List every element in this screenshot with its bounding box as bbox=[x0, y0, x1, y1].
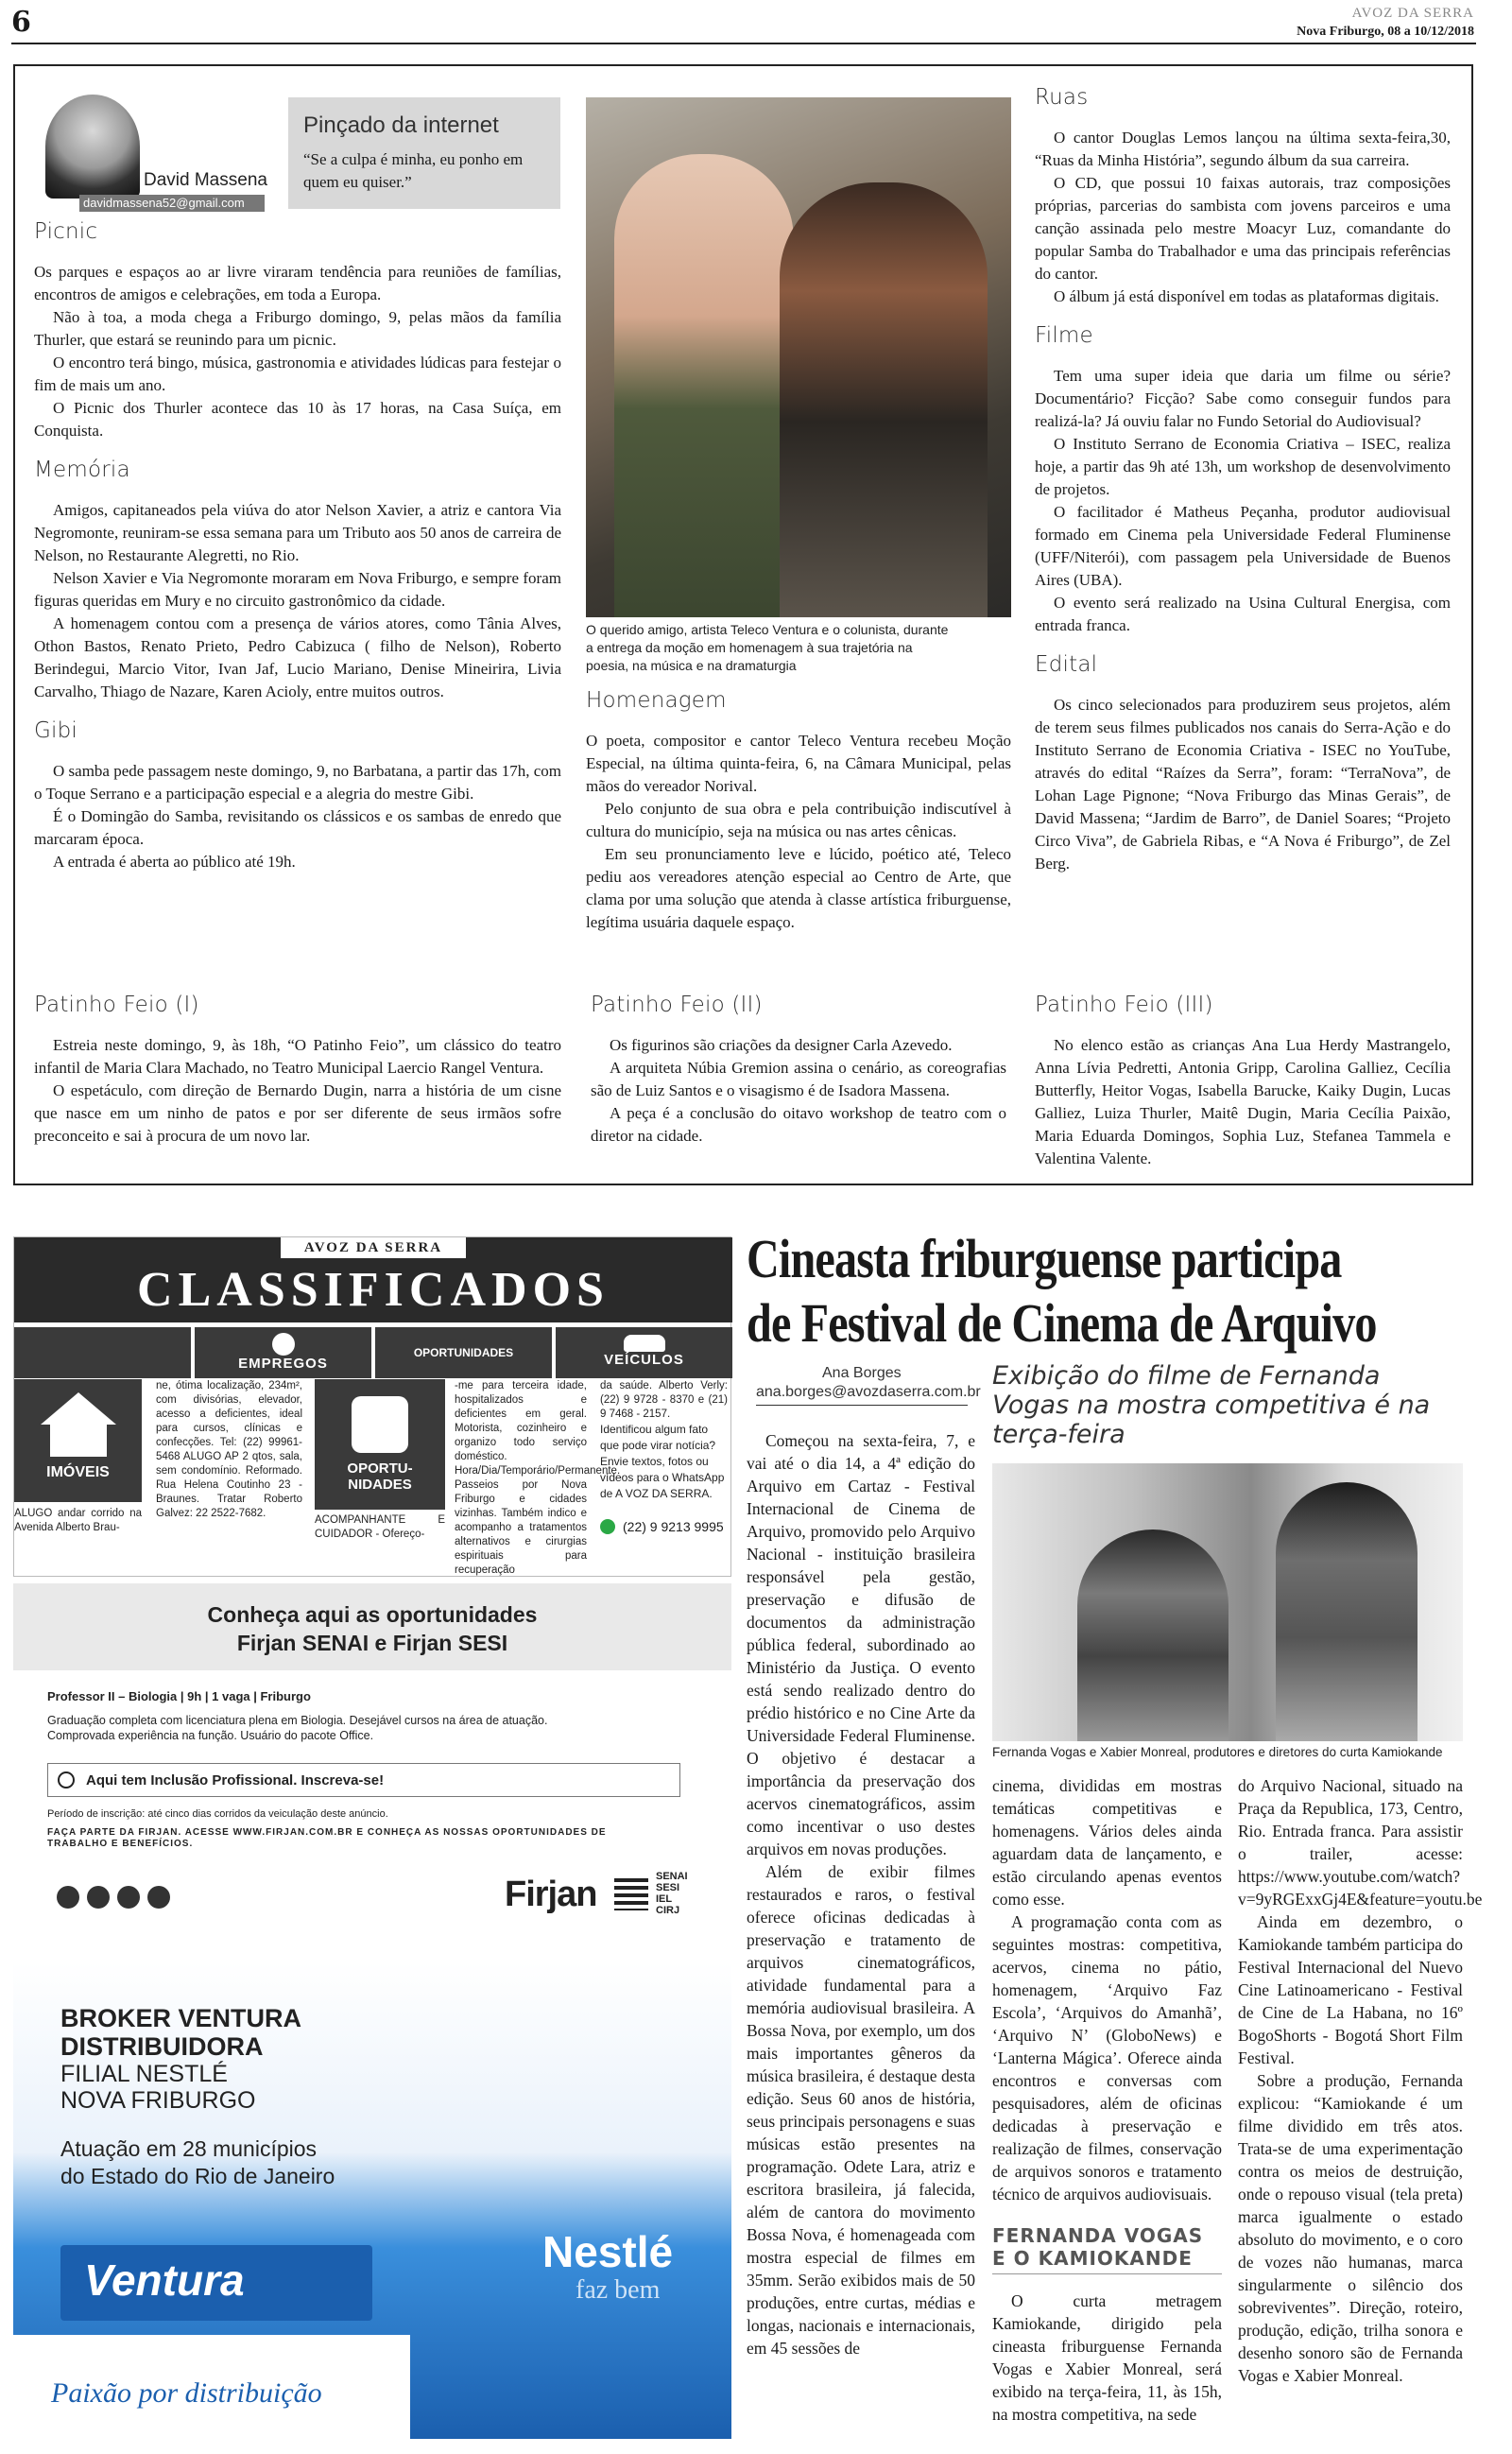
left-column bbox=[34, 219, 561, 873]
patinho-1 bbox=[34, 983, 561, 1148]
homenagem-photo-caption: O querido amigo, artista Teleco Ventura e o colunista, durante a entrega da moção em homenagem à sua trajetória na poesia, na música e na dramaturgia bbox=[586, 622, 949, 673]
pincado-box bbox=[288, 97, 560, 209]
ruas-title: Ruas bbox=[1035, 85, 1089, 110]
social-icons bbox=[57, 1886, 170, 1909]
filme-p1: Tem uma super ideia que daria um filme ou série? Documentário? Ficção? Sabe como conseguir fundos para realizá-la? Já ouviu falar no Fundo Setorial do Audiovisual? bbox=[1035, 367, 1451, 430]
category-empregos[interactable] bbox=[195, 1327, 371, 1378]
ruas-p2: O CD, que possui 10 faixas autorais, traz composições próprias, parcerias do sambista com jovens parceiros e uma canção assinada pelo mestre Moacyr Luz, comandante do popular Samba do Trabalhador e uma das principais referências do cantor. bbox=[1035, 174, 1451, 283]
firjan-inclusion: Aqui tem Inclusão Profissional. Inscreva-se! bbox=[86, 1771, 385, 1789]
homenagem-p3: Em seu pronunciamento leve e lúcido, poético até, Teleco pediu aos vereadores atenção especial ao Centro de Arte, que clama por uma solução que atenda à classe artística friburguense, legítima usuária daquele espaço. bbox=[586, 845, 1011, 931]
pincado-quote: “Se a culpa é minha, eu ponho em quem eu quiser.” bbox=[303, 150, 524, 191]
gibi-title: Gibi bbox=[34, 718, 78, 743]
patinho-3 bbox=[1035, 983, 1451, 1170]
firjan-headline-1: Conheça aqui as oportunidades bbox=[207, 1602, 538, 1627]
article-col1 bbox=[747, 1429, 975, 2359]
logo-cirj: CIRJ bbox=[656, 1905, 680, 1916]
article-headline-1: Cineasta friburguense participa bbox=[747, 1228, 1342, 1289]
oportunidades-box bbox=[315, 1379, 445, 1510]
homenagem-photo bbox=[586, 97, 1011, 617]
patinho-2 bbox=[591, 983, 1006, 1148]
ventura-line2: DISTRIBUIDORA bbox=[60, 2032, 264, 2061]
middle-column bbox=[586, 681, 1011, 934]
patinho1-p1: Estreia neste domingo, 9, às 18h, “O Patinho Feio”, um clássico do teatro infantil de Maria Clara Machado, no Teatro Municipal Laercio Rangel Ventura. bbox=[34, 1036, 561, 1077]
firjan-inclusion-box[interactable] bbox=[47, 1763, 680, 1797]
picnic-p4: O Picnic dos Thurler acontece das 10 às 17 horas, na Casa Suíça, em Conquista. bbox=[34, 399, 561, 440]
firjan-period: Período de inscrição: até cinco dias corridos da veiculação deste anúncio. bbox=[47, 1808, 388, 1820]
article-col3 bbox=[1238, 1774, 1483, 2387]
firjan-ad bbox=[13, 1583, 731, 1933]
logo-sesi: SESI bbox=[656, 1882, 680, 1893]
patinho3-p1: No elenco estão as crianças Ana Lua Herdy Mastrangelo, Anna Lívia Pedretti, Antonia Gripp, Carolina Galliez, Cecília Butterfly, Heitor Vogas, Isabella Barucke, Kaiky Dugin, Lucas Galliez, Luiza Thurler, Maitê Dugin, Maria Cecília Paixão, Maria Eduarda Domingos, Sophia Luz, Stefanea Tammela e Valentina Valente. bbox=[1035, 1036, 1451, 1167]
category-oportunidades[interactable] bbox=[375, 1327, 552, 1378]
patinho3-title: Patinho Feio (III) bbox=[1035, 993, 1213, 1017]
category-empregos-label: EMPREGOS bbox=[238, 1356, 328, 1372]
category-veiculos-label: VEÍCULOS bbox=[604, 1352, 684, 1368]
firjan-logo-sub bbox=[656, 1871, 688, 1916]
whatsapp-row[interactable] bbox=[600, 1519, 732, 1534]
article-headline-2: de Festival de Cinema de Arquivo bbox=[747, 1292, 1377, 1354]
picnic-p2: Não à toa, a moda chega a Friburgo domingo, 9, pelas mãos da família Thurler, que estará se reunindo para um picnic. bbox=[34, 308, 561, 349]
patinho1-title: Patinho Feio (I) bbox=[34, 993, 199, 1017]
accessibility-icon bbox=[58, 1771, 75, 1789]
facebook-icon[interactable] bbox=[57, 1886, 79, 1909]
filme-title: Filme bbox=[1035, 323, 1093, 348]
man-figure bbox=[1276, 1482, 1418, 1741]
ruas-p1: O cantor Douglas Lemos lançou na última sexta-feira,30, “Ruas da Minha História”, segundo álbum da sua carreira. bbox=[1035, 129, 1451, 169]
category-empty bbox=[14, 1327, 191, 1378]
author-email: davidmassena52@gmail.com bbox=[79, 195, 265, 212]
person-left bbox=[614, 154, 794, 617]
gibi-p1: O samba pede passagem neste domingo, 9, no Barbatana, a partir das 17h, com o Toque Serrano e a participação especial e a alegria do mestre Gibi. bbox=[34, 762, 561, 803]
twitter-icon[interactable] bbox=[87, 1886, 110, 1909]
firjan-headline-2: Firjan SENAI e Firjan SESI bbox=[236, 1631, 508, 1655]
imoveis-box bbox=[14, 1379, 142, 1502]
article-author: Ana Borges bbox=[822, 1365, 902, 1381]
ventura-line5: Atuação em 28 municípios bbox=[60, 2136, 318, 2161]
youtube-icon[interactable] bbox=[117, 1886, 140, 1909]
article-col3-p1: do Arquivo Nacional, situado na Praça da Republica, 173, Centro, Rio. Entrada franca. Para assistir o trailer, acesse: https://www.youtube.com/watch?v=9yRGExxGj4E&feature=youtu.be bbox=[1238, 1776, 1483, 1909]
page-number: 6 bbox=[11, 6, 31, 39]
date-line: Nova Friburgo, 08 a 10/12/2018 bbox=[1297, 25, 1474, 39]
classificados-header bbox=[14, 1237, 732, 1322]
whatsapp-number: (22) 9 9213 9995 bbox=[623, 1519, 724, 1534]
article-photo bbox=[992, 1463, 1463, 1741]
homenagem-title: Homenagem bbox=[586, 688, 727, 713]
article-col3-p3: Sobre a produção, Fernanda explicou: “Kamiokande é um filme dividido em três atos. Trata-se de uma experimentação contra os meios de destruição, onde o repouso visual (tela preta) marca igualmente o estado absoluto do movimento, e o coro de vozes não humanas, marca singularmente o silêncio dos sobreviventes”. Direção, roteiro, produção, edição, trilha sonora e desenho sonoro são de Fernanda Vogas e Xabier Monreal. bbox=[1238, 2071, 1463, 2385]
firjan-logo: Firjan bbox=[505, 1875, 597, 1914]
ventura-line6: do Estado do Rio de Janeiro bbox=[60, 2164, 335, 2188]
edital-p1: Os cinco selecionados para produzirem seus projetos, além de terem seus filmes publicados nos canais do Serra-Ação e do Instituto Serrano de Economia Criativa - ISEC no YouTube, através do edital “Raízes da Serra”, foram: “TerraNova”, de Lohan Lage Pignone; “Nova Friburgo das Minas Gerais”, de David Massena; “Jardim de Barro”, de Daniel Soares; “Projeto Circo Viva”, de Gabriela Ribas, e “A Nova é Friburgo”, de Zel Berg. bbox=[1035, 696, 1451, 873]
whatsapp-icon bbox=[600, 1519, 615, 1534]
imoveis-label: IMÓVEIS bbox=[46, 1464, 110, 1480]
firjan-logo-bars bbox=[614, 1878, 648, 1910]
patinho2-p1: Os figurinos são criações da designer Carla Azevedo. bbox=[610, 1036, 953, 1054]
person-right bbox=[780, 182, 988, 617]
classificados-block bbox=[13, 1236, 731, 1577]
classified-col3: ACOMPANHANTE E CUIDADOR - Ofereço- bbox=[315, 1514, 445, 1540]
memoria-p3: A homenagem contou com a presença de vários atores, como Tânia Alves, Othon Bastos, Renato Prieto, Pedro Cabizuca ( filho de Nelson), Roberto Berindegui, Marcio Vitor, Ivan Jaf, Lucio Mariano, Denise Mineirira, Livia Carvalho, Thiago de Nazare, Karen Acioly, entre muitos outros. bbox=[34, 614, 561, 700]
article-col2 bbox=[992, 1774, 1222, 2426]
masthead: AVOZ DA SERRA bbox=[1351, 6, 1474, 21]
classified-col5: da saúde. Alberto Verly: (22) 9 9728 - 8370 e (21) 9 7468 - 2157. bbox=[600, 1380, 728, 1420]
house-icon bbox=[41, 1392, 116, 1425]
author-name: David Massena bbox=[144, 170, 267, 190]
logo-iel: IEL bbox=[656, 1893, 673, 1905]
gibi-p2: É o Domingão do Samba, revisitando os clássicos e os sambas de enredo que marcaram época. bbox=[34, 807, 561, 848]
edital-title: Edital bbox=[1035, 652, 1098, 677]
patinho2-title: Patinho Feio (II) bbox=[591, 993, 763, 1017]
classificados-title: CLASSIFICADOS bbox=[137, 1263, 610, 1317]
patinho2-p3: A peça é a conclusão do oitavo workshop de teatro com o diretor na cidade. bbox=[591, 1104, 1006, 1145]
article-col2-p3: O curta metragem Kamiokande, dirigido pela cineasta friburguense Fernanda Vogas e Xabier Monreal, será exibido na terça-feira, 11, às 15h, na mostra competitiva, na sede bbox=[992, 2291, 1222, 2424]
ventura-slogan: Paixão por distribuição bbox=[51, 2377, 322, 2409]
filme-p3: O facilitador é Matheus Peçanha, produtor audiovisual formado em Cinema pela Universidade Federal Fluminense (UFF/Niterói), com passagem pela Universidade de Buenos Aires (UBA). bbox=[1035, 503, 1451, 589]
article-col3-p2: Ainda em dezembro, o Kamiokande também participa do Festival Internacional del Nuevo Cine Latinoamericano - Festival de Cine de La Habana, no 16º BogoShorts - Bogotá Short Film Festival. bbox=[1238, 1912, 1463, 2067]
author-photo bbox=[45, 95, 140, 199]
classified-col2: ne, ótima localização, 234m², com divisórias, elevador, acesso a deficientes, ideal para cursos, clínicas e confecções. Tel: (22) 99961-5468 ALUGO AP 2 qtos, sala, sem condomínio. Reformado. Rua Helena Coutinho 23 - Braunes. Tratar Roberto Galvez: 22 2522-7682. bbox=[156, 1380, 302, 1519]
pincado-title: Pinçado da internet bbox=[303, 112, 499, 138]
linkedin-icon[interactable] bbox=[147, 1886, 170, 1909]
category-veiculos[interactable] bbox=[556, 1327, 732, 1378]
thumbs-up-icon bbox=[352, 1396, 408, 1453]
ventura-line3: FILIAL NESTLÉ bbox=[60, 2061, 228, 2087]
article-subhead: Exibição do filme de Fernanda Vogas na mostra competitiva é na terça-feira bbox=[992, 1361, 1431, 1449]
fernanda-vogas-heading: FERNANDA VOGAS E O KAMIOKANDE bbox=[992, 2224, 1222, 2274]
oportunidades-label: OPORTU-NIDADES bbox=[347, 1460, 413, 1493]
gibi-p3: A entrada é aberta ao público até 19h. bbox=[53, 853, 296, 871]
ventura-ad bbox=[13, 1961, 731, 2439]
header-rule bbox=[11, 43, 1476, 44]
memoria-title: Memória bbox=[34, 458, 130, 482]
article-photo-caption: Fernanda Vogas e Xabier Monreal, produtores e diretores do curta Kamiokande bbox=[992, 1745, 1443, 1759]
car-icon bbox=[624, 1335, 665, 1352]
memoria-p1: Amigos, capitaneados pela viúva do ator Nelson Xavier, a atriz e cantora Via Negromonte, reuniram-se essa semana para um Tributo aos 50 anos de carreira de Nelson, no Restaurante Alegretti, no Rio. bbox=[34, 501, 561, 564]
logo-senai: SENAI bbox=[656, 1871, 688, 1882]
filme-p4: O evento será realizado na Usina Cultural Energisa, com entrada franca. bbox=[1035, 594, 1451, 634]
homenagem-p2: Pelo conjunto de sua obra e pela contribuição indiscutível à cultura do município, seja na música ou nas artes cênicas. bbox=[586, 800, 1011, 840]
filme-p2: O Instituto Serrano de Economia Criativa – ISEC, realiza hoje, a partir das 9h até 13h, um workshop de desenvolvimento de projetos. bbox=[1035, 435, 1451, 498]
firjan-desc-2: Comprovada experiência na função. Usuário do pacote Office. bbox=[47, 1729, 374, 1742]
article-col2-p1: cinema, divididas em mostras temáticas competitivas e homenagens. Vários deles ainda aguardam data de lançamento, e estão circulando apenas eventos como esse. bbox=[992, 1776, 1222, 1909]
house-body bbox=[50, 1425, 107, 1457]
person-icon bbox=[272, 1333, 295, 1356]
article-col1-p1: Começou na sexta-feira, 7, e vai até o dia 14, a 4ª edição do Arquivo em Cartaz - Festival Internacional de Cinema de Arquivo, promovido pelo Arquivo Nacional - instituição brasileira responsável pela gestão, preservação e difusão de documentos da administração pública federal, subordinado ao Ministério da Justiça. O evento está sendo realizado dentro do prédio histórico e no Cine Arte da Universidade Federal Fluminense. O objetivo é destacar a importância da preservação dos acervos cinematográficos, assim como incentivar o uso destes arquivos em novas produções. bbox=[747, 1431, 975, 1858]
picnic-title: Picnic bbox=[34, 219, 98, 244]
classified-promo: Identificou algum fato que pode virar notícia? Envie textos, fotos ou vídeos para o WhatsApp de A VOZ DA SERRA. bbox=[600, 1423, 725, 1500]
classified-col4: -me para terceira idade, hospitalizados e deficientes em geral. Motorista, cozinheiro e organizo todo serviço doméstico. Hora/Dia/Temporário/Permanente. Passeios por Nova Friburgo e cidades vizinhas. Também indico e acompanho a tratamentos alternativos e cirurgias espirituais para recuperação bbox=[455, 1380, 621, 1576]
patinho1-p2: O espetáculo, com direção de Bernardo Dugin, narra a história de um cisne que nasce em um ninho de patos e por ser diferente de seus irmãos sofre preconceito e sai à procura de um novo lar. bbox=[34, 1081, 561, 1145]
patinho2-p2: A arquiteta Núbia Gremion assina o cenário, as coreografias são de Luiz Santos e o visagismo é de Isadora Massena. bbox=[591, 1059, 1006, 1099]
category-bar bbox=[14, 1327, 732, 1378]
classified-col1: ALUGO andar corrido na Avenida Alberto Brau- bbox=[14, 1508, 142, 1533]
firjan-cta: FAÇA PARTE DA FIRJAN. ACESSE WWW.FIRJAN.COM.BR E CONHEÇA AS NOSSAS OPORTUNIDADES DE TRABALHO E BENEFÍCIOS. bbox=[47, 1827, 607, 1849]
picnic-p1: Os parques e espaços ao ar livre viraram tendência para reuniões de famílias, encontros de amigos e celebrações, em toda a Europa. bbox=[34, 263, 561, 303]
ventura-line4: NOVA FRIBURGO bbox=[60, 2087, 256, 2114]
article-email: ana.borges@avozdaserra.com.br bbox=[756, 1384, 968, 1406]
memoria-p2: Nelson Xavier e Via Negromonte moraram em Nova Friburgo, e sempre foram figuras queridas em Mury e no circuito gastronômico da cidade. bbox=[34, 569, 561, 610]
right-column bbox=[1035, 85, 1451, 875]
ventura-logo: Ventura bbox=[84, 2255, 245, 2305]
nestle-logo: Nestlé bbox=[542, 2227, 674, 2276]
article-col1-p2: Além de exibir filmes restaurados e raros, o festival oferece oficinas dedicadas à preservação e tratamento de arquivos cinematográficos, atividade fundamental para a memória audiovisual brasileira. A Bossa Nova, por exemplo, um dos mais importantes gêneros da música brasileira, é destaque desta edição. Seus 60 anos de história, seus principais personagens e suas músicas estão presentes na programação. Odete Lara, atriz e escritora brasileira, já falecida, além de cantora do movimento Bossa Nova, é homenageada com mostra especial de filmes em 35mm. Serão exibidos mais de 50 produções, entre curtas, médias e longas, nacionais e internacionais, em 45 sessões de bbox=[747, 1862, 975, 2358]
homenagem-p1: O poeta, compositor e cantor Teleco Ventura recebeu Moção Especial, na última quinta-feira, 6, na Câmara Municipal, pelas mãos do vereador Norival. bbox=[586, 732, 1011, 795]
ventura-line1: BROKER VENTURA bbox=[60, 2004, 302, 2032]
woman-figure bbox=[1077, 1529, 1228, 1741]
ruas-p3: O álbum já está disponível em todas as plataformas digitais. bbox=[1054, 287, 1439, 305]
firjan-desc-1: Graduação completa com licenciatura plena em Biologia. Desejável cursos na área de atuação. bbox=[47, 1714, 548, 1727]
firjan-job: Professor II – Biologia | 9h | 1 vaga | Friburgo bbox=[47, 1689, 311, 1703]
nestle-slogan: faz bem bbox=[576, 2275, 661, 2305]
classificados-brand: AVOZ DA SERRA bbox=[281, 1237, 466, 1258]
picnic-p3: O encontro terá bingo, música, gastronomia e atividades lúdicas para festejar o fim de mais um ano. bbox=[34, 354, 561, 394]
article-col2-p2: A programação conta com as seguintes mostras: competitiva, acervos, cinema no pátio, homenagem, ‘Arquivo Faz Escola’, ‘Arquivos do Amanhã’, ‘Arquivo N’ (GloboNews) e ‘Lanterna Mágica’. Oferece ainda encontros e conversas com pesquisadores, além de oficinas dedicadas à preservação e realização de filmes, conservação de arquivos sonoros e tratamento técnico de arquivos audiovisuais. bbox=[992, 1912, 1222, 2203]
category-oportunidades-label: OPORTUNIDADES bbox=[413, 1346, 514, 1359]
